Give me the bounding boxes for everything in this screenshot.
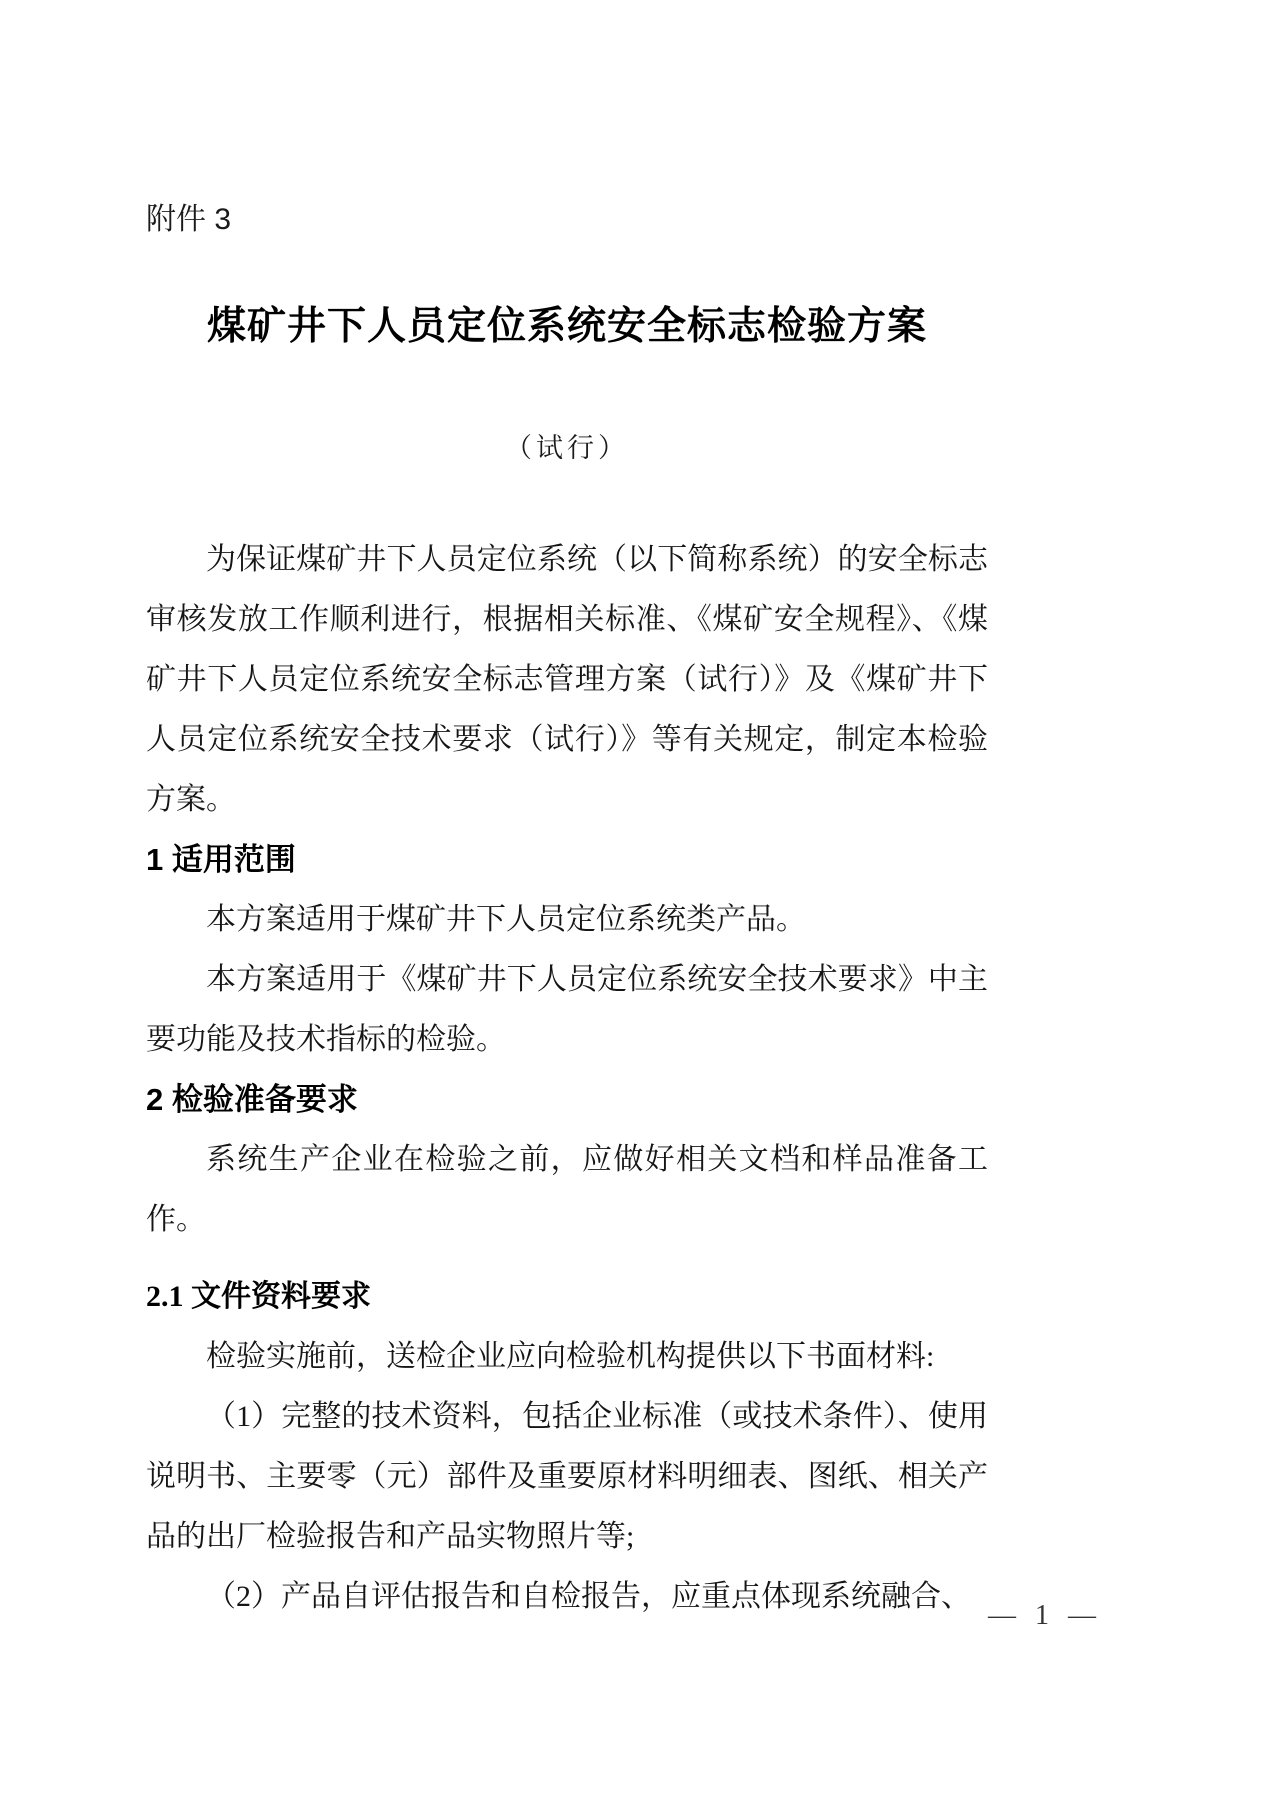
- subsection-heading: 2.1 文件资料要求: [146, 1280, 371, 1313]
- paragraph: （2）产品自评估报告和自检报告，应重点体现系统融合、: [206, 1580, 971, 1613]
- paragraph: 为保证煤矿井下人员定位系统（以下简称系统）的安全标志审核发放工作顺利进行，根据相关标准、《煤矿安全规程》、《煤矿井下人员定位系统安全标志管理方案（试行）》及《煤矿井下人员定位系统安全技术要求（试行）》等有关规定，制定本检验方案。: [146, 543, 988, 816]
- document-body: [146, 530, 988, 1627]
- paragraph: 本方案适用于煤矿井下人员定位系统类产品。: [206, 903, 806, 936]
- section-heading: 2 检验准备要求: [146, 1082, 358, 1117]
- section-heading: 1 适用范围: [146, 842, 296, 877]
- attachment-label: 附件 3: [146, 203, 232, 236]
- paragraph: 本方案适用于《煤矿井下人员定位系统安全技术要求》中主要功能及技术指标的检验。: [146, 963, 988, 1056]
- paragraph: 系统生产企业在检验之前，应做好相关文档和样品准备工作。: [146, 1143, 988, 1236]
- document-title: 煤矿井下人员定位系统安全标志检验方案: [206, 305, 927, 348]
- page-number: — 1 —: [988, 1600, 1102, 1631]
- document-subtitle: （试行）: [505, 433, 629, 463]
- paragraph: 检验实施前，送检企业应向检验机构提供以下书面材料:: [206, 1340, 935, 1373]
- paragraph: （1）完整的技术资料，包括企业标准（或技术条件）、使用说明书、主要零（元）部件及重要原材料明细表、图纸、相关产品的出厂检验报告和产品实物照片等;: [146, 1400, 988, 1553]
- document-content: [146, 202, 988, 1627]
